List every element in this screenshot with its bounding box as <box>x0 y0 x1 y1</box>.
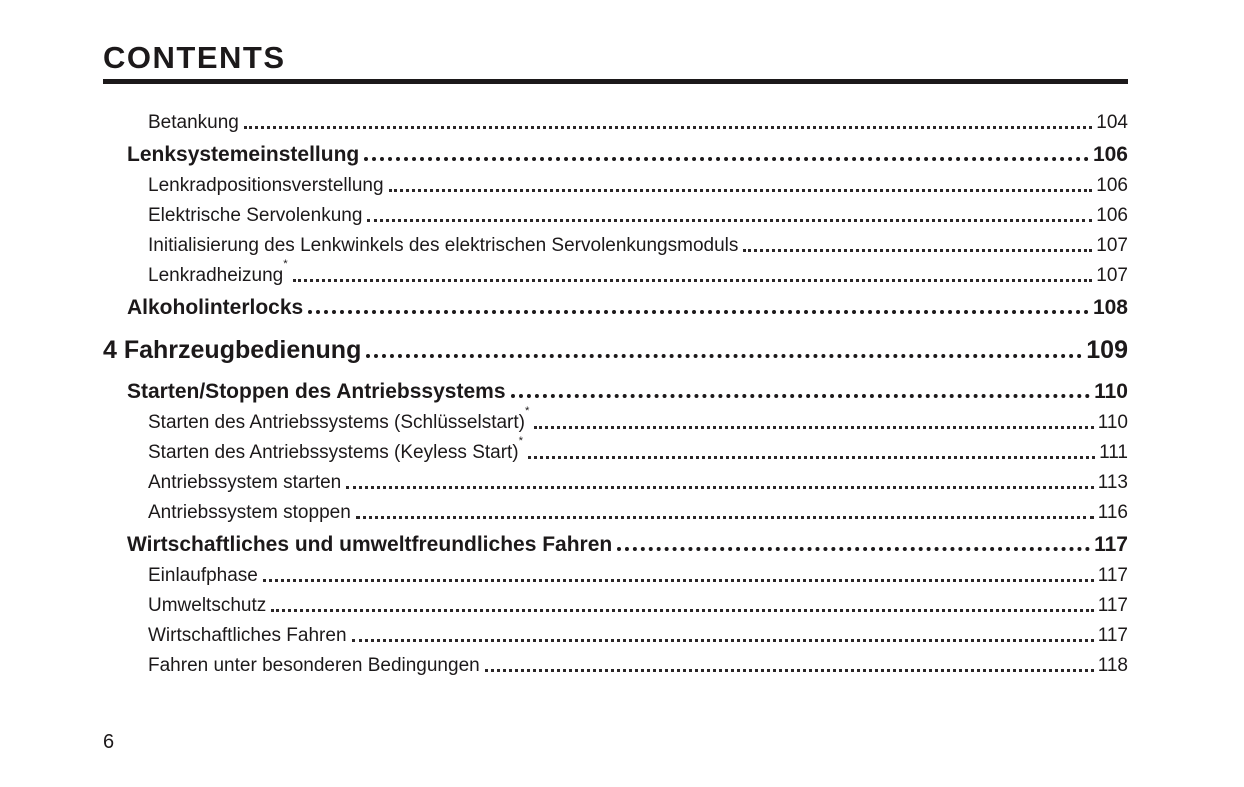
toc-entry-page: 110 <box>1097 412 1128 433</box>
toc-entry-page: 116 <box>1097 502 1128 523</box>
toc-entry-label <box>127 528 612 561</box>
title-rule <box>103 79 1128 84</box>
dot-leader <box>534 426 1093 429</box>
toc-entry <box>103 468 1128 498</box>
page-title: CONTENTS <box>103 40 286 75</box>
toc-entry-label <box>148 621 347 651</box>
dot-leader <box>271 609 1093 612</box>
dot-leader <box>389 189 1093 192</box>
toc-entry-label <box>148 561 258 591</box>
toc-entry-page: 117 <box>1097 565 1128 586</box>
toc-entry <box>103 171 1128 201</box>
dot-leader <box>352 639 1094 642</box>
dot-leader <box>364 157 1089 161</box>
toc-entry-label <box>148 435 524 468</box>
dot-leader <box>244 126 1092 129</box>
toc-entry-label <box>148 591 266 621</box>
toc-entry-text: 4 Fahrzeugbedienung <box>103 336 362 364</box>
toc-entry <box>103 108 1128 138</box>
toc-entry-text: Starten des Antriebssystems (Keyless Start) <box>148 442 519 463</box>
toc-entry-label <box>127 138 359 171</box>
toc-entry-text: Fahren unter besonderen Bedingungen <box>148 655 480 676</box>
toc-entry-label <box>148 405 530 438</box>
toc-entry <box>103 528 1128 561</box>
toc-entry-page: 117 <box>1097 625 1128 646</box>
footnote-asterisk: * <box>524 405 530 418</box>
toc-entry-label <box>148 498 351 528</box>
toc-entry <box>103 651 1128 681</box>
page-number: 6 <box>103 731 115 753</box>
toc-entry <box>103 405 1128 438</box>
toc-entry <box>103 231 1128 261</box>
dot-leader <box>293 279 1093 282</box>
dot-leader <box>346 486 1093 489</box>
toc-entry-text: Antriebssystem stoppen <box>148 502 351 523</box>
toc-entry <box>103 258 1128 291</box>
toc-entry-text: Starten/Stoppen des Antriebssystems <box>127 380 506 403</box>
toc-entry-label <box>148 201 362 231</box>
toc-entry-page: 106 <box>1096 205 1128 226</box>
toc-entry-label <box>148 651 480 681</box>
toc-entry <box>103 591 1128 621</box>
toc-entry <box>103 201 1128 231</box>
dot-leader <box>617 547 1090 551</box>
toc-entry-text: Alkoholinterlocks <box>127 296 304 319</box>
footnote-asterisk: * <box>283 258 288 271</box>
toc-entry-label <box>148 108 239 138</box>
toc-entry <box>103 291 1128 324</box>
toc-entry <box>103 435 1128 468</box>
toc-entry-page: 104 <box>1096 112 1128 133</box>
toc-entry <box>103 138 1128 171</box>
toc-entry-page: 118 <box>1097 655 1128 676</box>
toc-entry-text: Betankung <box>148 112 239 133</box>
dot-leader <box>528 456 1095 459</box>
toc-entry-text: Einlaufphase <box>148 565 258 586</box>
toc-entry-page: 117 <box>1094 533 1128 556</box>
toc-entry-text: Initialisierung des Lenkwinkels des elektrischen Servolenkungsmoduls <box>148 235 739 256</box>
toc-entry <box>103 375 1128 408</box>
toc-entry-text: Elektrische Servolenkung <box>148 205 363 226</box>
table-of-contents <box>103 108 1128 681</box>
footnote-asterisk: * <box>518 435 524 448</box>
toc-entry-page: 106 <box>1092 143 1128 166</box>
toc-entry <box>103 621 1128 651</box>
dot-leader <box>308 310 1089 314</box>
dot-leader <box>511 394 1091 398</box>
toc-entry-text: Wirtschaftliches und umweltfreundliches Fahren <box>127 533 613 556</box>
toc-entry-page: 117 <box>1097 595 1128 616</box>
toc-entry-text: Lenkradpositionsverstellung <box>148 175 384 196</box>
toc-entry-page: 107 <box>1096 235 1128 256</box>
toc-entry-label <box>148 258 288 291</box>
toc-entry-text: Lenksystemeinstellung <box>127 143 360 166</box>
toc-entry-label <box>148 171 384 201</box>
toc-entry-text: Antriebssystem starten <box>148 472 342 493</box>
toc-entry-page: 106 <box>1096 175 1128 196</box>
toc-entry-label <box>103 330 361 371</box>
toc-entry-text: Starten des Antriebssystems (Schlüsselstart) <box>148 412 525 433</box>
toc-entry-label <box>148 468 341 498</box>
toc-entry-label <box>148 231 738 261</box>
toc-chapter-entry <box>103 330 1128 371</box>
toc-entry-label <box>127 291 303 324</box>
dot-leader <box>743 249 1092 252</box>
toc-entry-page: 108 <box>1092 296 1128 319</box>
dot-leader <box>485 669 1094 672</box>
toc-entry-page: 109 <box>1086 336 1128 364</box>
toc-entry <box>103 498 1128 528</box>
toc-entry-label <box>127 375 506 408</box>
toc-entry-page: 107 <box>1096 265 1128 286</box>
dot-leader <box>263 579 1094 582</box>
toc-entry-page: 113 <box>1097 472 1128 493</box>
dot-leader <box>356 516 1094 519</box>
toc-entry <box>103 561 1128 591</box>
toc-entry-text: Umweltschutz <box>148 595 267 616</box>
toc-entry-page: 111 <box>1099 442 1128 463</box>
toc-entry-text: Wirtschaftliches Fahren <box>148 625 347 646</box>
toc-entry-page: 110 <box>1094 380 1128 403</box>
toc-entry-text: Lenkradheizung <box>148 265 284 286</box>
dot-leader <box>366 354 1082 358</box>
dot-leader <box>367 219 1092 222</box>
